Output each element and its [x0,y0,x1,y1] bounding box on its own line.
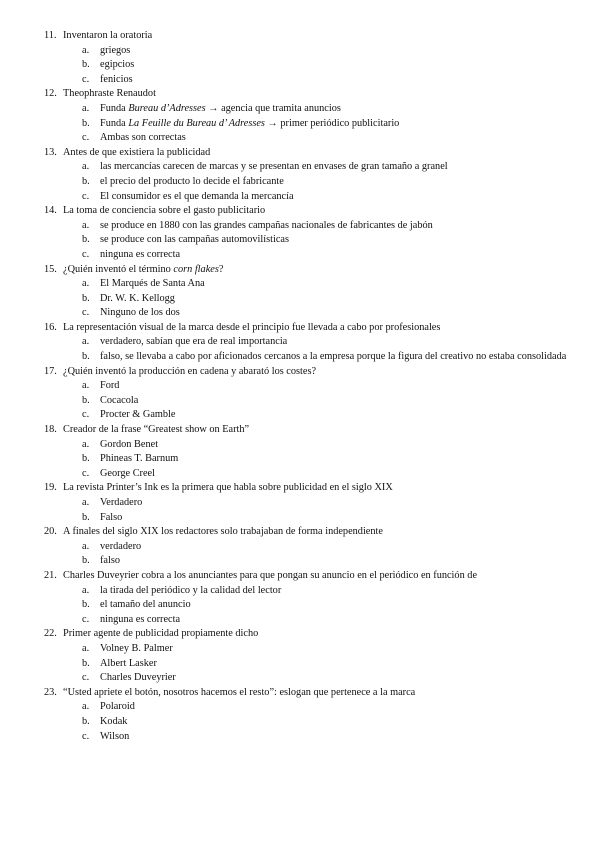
answer-option [44,190,574,205]
option-text: Ninguno de los dos [100,307,180,319]
option-text: la tirada del periódico y la calidad del lector [100,584,282,596]
option-text: Albert Lasker [100,657,157,669]
option-letter: c. [82,467,90,479]
option-text: Polaroid [100,701,135,713]
option-text: Wilson [100,730,130,742]
question-number: 16. [44,321,57,333]
question-item [44,525,574,569]
option-letter: b. [82,657,90,669]
question-list [44,29,574,744]
question-text: Charles Duveyrier cobra a los anunciantes para que pongan su anuncio en el periódico en función de [63,569,478,581]
option-letter: a. [82,161,90,173]
option-text: Cocacola [100,394,139,406]
option-text: El Marqués de Santa Ana [100,278,205,290]
option-text: el precio del producto lo decide el fabricante [100,175,284,187]
answer-option [44,73,574,88]
question-text [63,263,574,278]
option-text: egipcios [100,59,135,71]
option-text: ninguna es correcta [100,248,181,260]
question-text: Theophraste Renaudot [63,88,156,100]
answer-option [44,58,574,73]
answer-option [44,408,574,423]
answer-option [44,700,574,715]
option-text: Verdadero [100,497,143,508]
answer-option [44,554,574,569]
answer-option [44,613,574,628]
answer-option [44,584,574,599]
option-letter: b. [82,453,90,465]
question-line [44,525,574,540]
answer-option [44,730,574,745]
question-text-italic: corn flakes [173,263,219,275]
question-number: 21. [44,569,57,581]
option-letter: b. [82,511,90,523]
question-item [44,569,574,627]
question-number: 14. [44,205,57,217]
question-text-part: ? [218,263,224,275]
option-letter: a. [82,278,90,290]
question-item [44,29,574,87]
option-text: El consumidor es el que demanda la mercancía [100,190,294,202]
option-text [100,117,574,132]
option-text-part: Funda [100,117,129,129]
option-letter: a. [82,540,90,552]
question-line [44,569,574,584]
option-letter: b. [82,59,90,71]
question-text: “Usted apriete el botón, nosotros hacemos el resto”: eslogan que pertenece a la marca [63,686,416,698]
option-text: se produce con las campañas automovilísticas [100,234,290,246]
question-line [44,146,574,161]
option-letter: a. [82,701,90,713]
answer-option [44,511,574,526]
question-line [44,365,574,380]
answer-option [44,657,574,672]
question-line [44,87,574,102]
option-letter: b. [82,175,90,187]
option-text-italic: Bureau d’Adresses [128,102,206,114]
option-letter: a. [82,44,90,56]
option-text: Volney B. Palmer [100,642,173,654]
option-text: Kodak [100,715,128,727]
option-text: Dr. W. K. Kellogg [100,292,175,304]
question-line [44,481,574,496]
question-number: 19. [44,482,57,494]
question-text: Antes de que existiera la publicidad [63,146,211,158]
answer-option [44,452,574,467]
question-text: Creador de la frase “Greatest show on Earth” [63,424,250,436]
question-item [44,627,574,685]
question-text: La revista Printer’s Ink es la primera que habla sobre publicidad en el siglo XIX [63,482,393,494]
question-text: La toma de conciencia sobre el gasto publicitario [63,205,266,217]
question-line [44,686,574,701]
answer-option [44,277,574,292]
option-text: las mercancías carecen de marcas y se presentan en envases de gran tamaño a granel [100,161,448,173]
option-text [100,102,574,117]
option-letter: a. [82,336,90,348]
option-text: Procter & Gamble [100,409,176,421]
option-letter: c. [82,730,90,742]
question-text: A finales del siglo XIX los redactores solo trabajaban de forma independiente [63,526,383,538]
question-number: 20. [44,526,57,538]
answer-option [44,306,574,321]
answer-option [44,117,574,132]
option-text: verdadero [100,540,142,552]
option-letter: b. [82,351,90,363]
question-item [44,204,574,262]
option-text-italic: La Feuille du Bureau d’ Adresses [128,117,265,129]
option-text: falso [100,555,121,567]
answer-option [44,496,574,511]
option-text: Gordon Benet [100,438,159,450]
option-letter: b. [82,234,90,246]
option-text-part: Funda [100,102,129,114]
option-text: Falso [100,511,123,523]
question-line [44,321,574,336]
question-text: Inventaron la oratoria [63,30,153,41]
option-letter: b. [82,292,90,304]
answer-option [44,131,574,146]
option-text: falso, se llevaba a cabo por aficionados cercanos a la empresa porque la figura del creativo no estaba consolidada [100,351,567,363]
answer-option [44,467,574,482]
option-text-part: → primer periódico publicitario [264,117,400,129]
question-number: 12. [44,88,57,100]
question-item [44,146,574,204]
option-letter: c. [82,190,90,202]
answer-option [44,715,574,730]
option-text-part: → agencia que tramita anuncios [205,102,341,114]
answer-option [44,394,574,409]
question-item [44,481,574,525]
question-item [44,365,574,423]
option-letter: a. [82,380,90,392]
answer-option [44,379,574,394]
question-line [44,263,574,278]
answer-option [44,671,574,686]
option-text: Phineas T. Barnum [100,453,179,465]
option-letter: c. [82,613,90,625]
option-letter: c. [82,409,90,421]
question-number: 13. [44,146,57,158]
option-letter: a. [82,102,90,114]
answer-option [44,248,574,263]
option-letter: c. [82,132,90,144]
option-letter: b. [82,394,90,406]
question-item [44,686,574,744]
question-number: 15. [44,263,57,275]
answer-option [44,335,574,350]
question-item [44,423,574,481]
question-line [44,627,574,642]
question-number: 18. [44,424,57,436]
option-text: fenicios [100,73,133,85]
question-text: ¿Quién inventó la producción en cadena y abarató los costes? [63,365,317,377]
option-text: Ambas son correctas [100,132,186,144]
option-text: se produce en 1880 con las grandes campañas nacionales de fabricantes de jabón [100,219,433,231]
answer-option [44,292,574,307]
answer-option [44,350,574,365]
question-line [44,423,574,438]
option-letter: a. [82,642,90,654]
question-number: 23. [44,686,57,698]
answer-option [44,598,574,613]
option-letter: b. [82,715,90,727]
option-text: el tamaño del anuncio [100,599,191,611]
question-line [44,29,574,44]
question-text: Primer agente de publicidad propiamente dicho [63,628,259,640]
answer-option [44,438,574,453]
answer-option [44,160,574,175]
option-letter: a. [82,584,90,596]
question-item [44,263,574,321]
answer-option [44,175,574,190]
option-letter: b. [82,117,90,129]
answer-option [44,642,574,657]
option-letter: a. [82,497,90,508]
answer-option [44,233,574,248]
option-text: Charles Duveyrier [100,672,176,684]
question-number: 22. [44,628,57,640]
option-text: ninguna es correcta [100,613,181,625]
option-letter: c. [82,73,90,85]
question-number: 17. [44,365,57,377]
option-text: verdadero, sabían que era de real importancia [100,336,288,348]
option-text: George Creel [100,467,155,479]
option-letter: c. [82,672,90,684]
option-text: Ford [100,380,120,392]
option-letter: c. [82,307,90,319]
question-text: La representación visual de la marca desde el principio fue llevada a cabo por profesionales [63,321,441,333]
option-letter: a. [82,219,90,231]
answer-option [44,44,574,59]
question-line [44,204,574,219]
answer-option [44,540,574,555]
option-letter: b. [82,599,90,611]
question-text-part: ¿Quién inventó el término [63,263,174,275]
question-item [44,321,574,365]
question-item [44,87,574,145]
option-letter: c. [82,248,90,260]
question-number: 11. [44,30,57,41]
option-letter: b. [82,555,90,567]
option-text: griegos [100,44,131,56]
answer-option [44,219,574,234]
answer-option [44,102,574,117]
option-letter: a. [82,438,90,450]
